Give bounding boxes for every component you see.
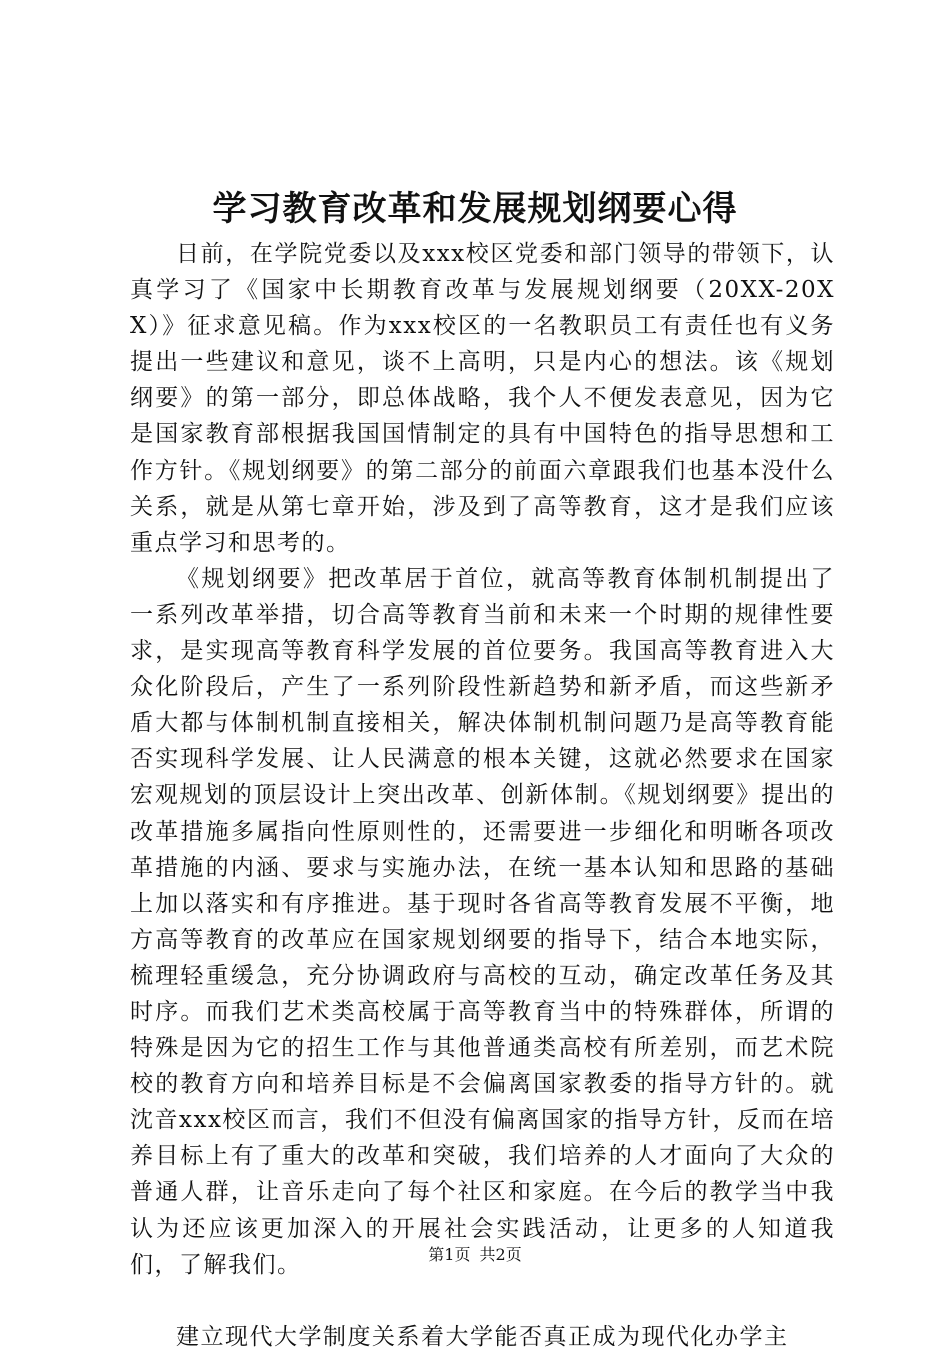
paragraph-2: 《规划纲要》把改革居于首位，就高等教育体制机制提出了一系列改革举措，切合高等教育当前和未来一个时期的规律性要求，是实现高等教育科学发展的首位要务。我国高等教育进入大众化阶段后，产生了一系列阶段性新趋势和新矛盾，而这些新矛盾大都与体制机制直接相关，解决体制机制问题乃是高等教育能否实现科学发展、让人民满意的根本关键，这就必然要求在国家宏观规划的顶层设计上突出改革、创新体制。《规划纲要》提出的改革措施多属指向性原则性的，还需要进一步细化和明晰各项改革措施的内涵、要求与实施办法，在统一基本认知和思路的基础上加以落实和有序推进。基于现时各省高等教育发展不平衡，地方高等教育的改革应在国家规划纲要的指导下，结合本地实际，梳理轻重缓急，充分协调政府与高校的互动，确定改革任务及其时序。而我们艺术类高校属于高等教育当中的特殊群体，所谓的特殊是因为它的招生工作与其他普通类高校有所差别，而艺术院校的教育方向和培养目标是不会偏离国家教委的指导方针的。就沈音xxx校区而言，我们不但没有偏离国家的指导方针，反而在培养目标上有了重大的改革和突破，我们培养的人才面向了大众的普通人群，让音乐走向了每个社区和家庭。在今后的教学当中我认为还应该更加深入的开展社会实践活动，让更多的人知道我们，了解我们。 bbox=[130, 565, 835, 1278]
page-footer bbox=[0, 1244, 950, 1266]
page-total: 共2页 bbox=[479, 1245, 522, 1264]
paragraph-3: 建立现代大学制度关系着大学能否真正成为现代化办学主 bbox=[176, 1323, 789, 1350]
document-title: 学习教育改革和发展规划纲要心得 bbox=[212, 189, 738, 229]
document-body bbox=[130, 236, 835, 1355]
paragraph-1: 日前，在学院党委以及xxx校区党委和部门领导的带领下，认真学习了《国家中长期教育改革与发展规划纲要（20XX-20XX）》征求意见稿。作为xxx校区的一名教职员工有责任也有义务提出一些建议和意见，谈不上高明，只是内心的想法。该《规划纲要》的第一部分，即总体战略，我个人不便发表意见，因为它是国家教育部根据我国国情制定的具有中国特色的指导思想和工作方针。《规划纲要》的第二部分的前面六章跟我们也基本没什么关系，就是从第七章开始，涉及到了高等教育，这才是我们应该重点学习和思考的。 bbox=[130, 241, 835, 556]
page-number: 第1页 bbox=[428, 1245, 471, 1264]
